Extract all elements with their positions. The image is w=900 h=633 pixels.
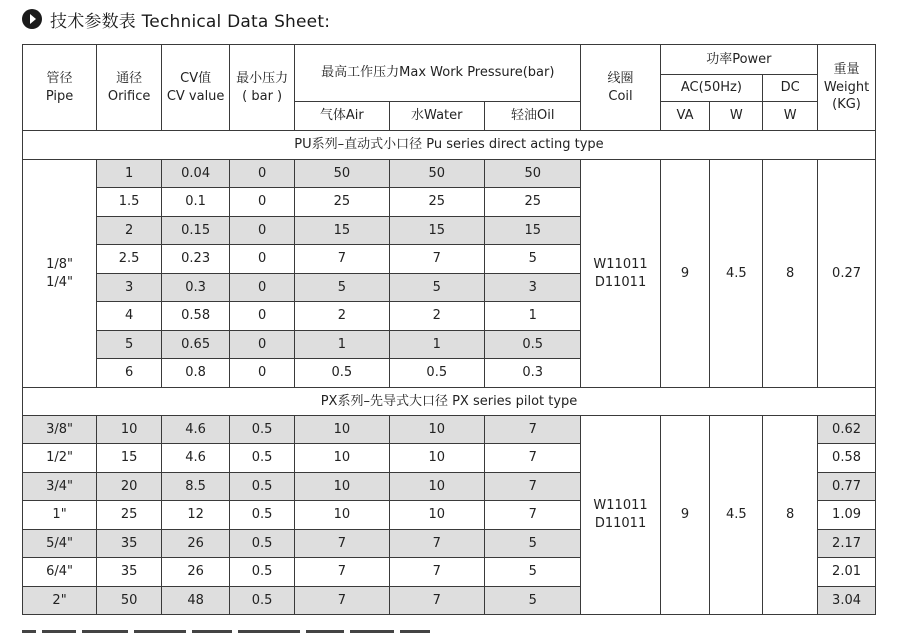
px-orifice: 25 <box>97 501 162 530</box>
pu-cv: 0.65 <box>162 331 230 359</box>
pu-water: 5 <box>389 274 484 302</box>
pu-water: 50 <box>389 160 484 188</box>
pu-air: 2 <box>295 302 389 331</box>
px-pipe: 2" <box>23 587 97 615</box>
pu-min: 0 <box>230 217 295 245</box>
pu-cv: 0.1 <box>162 188 230 217</box>
pu-oil: 50 <box>484 160 580 188</box>
px-coil-cell <box>581 416 660 615</box>
pu-cv: 0.15 <box>162 217 230 245</box>
pu-air: 5 <box>295 274 389 302</box>
pu-water: 25 <box>389 188 484 217</box>
pu-pipe-cell <box>23 160 97 388</box>
pu-coil-cell <box>581 160 660 388</box>
pu-oil: 25 <box>484 188 580 217</box>
pu-oil: 3 <box>484 274 580 302</box>
pu-air: 50 <box>295 160 389 188</box>
px-air: 7 <box>295 587 389 615</box>
px-cv: 12 <box>162 501 230 530</box>
px-pipe: 5/4" <box>23 530 97 558</box>
header-pipe-en: Pipe <box>45 88 74 104</box>
header-ac: AC(50Hz) <box>660 75 763 102</box>
px-va: 9 <box>660 416 710 615</box>
px-oil: 5 <box>484 587 580 615</box>
pu-min: 0 <box>230 274 295 302</box>
px-pipe: 1/2" <box>23 444 97 473</box>
px-w-ac: 4.5 <box>710 416 763 615</box>
pu-row <box>23 160 876 188</box>
pu-water: 2 <box>389 302 484 331</box>
header-va: VA <box>660 102 710 131</box>
pu-air: 15 <box>295 217 389 245</box>
px-air: 7 <box>295 558 389 587</box>
header-dc: DC <box>763 75 818 102</box>
px-oil: 7 <box>484 416 580 444</box>
header-max-pressure: 最高工作压力Max Work Pressure(bar) <box>295 45 581 102</box>
px-water: 10 <box>389 416 484 444</box>
header-cv-en: CV value <box>166 88 225 104</box>
pu-orifice: 1.5 <box>97 188 162 217</box>
pu-min: 0 <box>230 188 295 217</box>
px-coil-2: D11011 <box>594 516 647 531</box>
px-pipe: 3/8" <box>23 416 97 444</box>
px-weight: 0.62 <box>818 416 876 444</box>
pu-orifice: 6 <box>97 359 162 388</box>
px-oil: 7 <box>484 444 580 473</box>
pu-coil-2: D11011 <box>594 274 647 290</box>
pu-weight: 0.27 <box>818 160 876 388</box>
pu-oil: 1 <box>484 302 580 331</box>
px-water: 7 <box>389 558 484 587</box>
px-air: 10 <box>295 473 389 501</box>
pu-coil-1: W11011 <box>593 256 648 272</box>
pu-min: 0 <box>230 331 295 359</box>
px-weight: 0.58 <box>818 444 876 473</box>
pu-section-title: PU系列–直动式小口径 Pu series direct acting type <box>23 131 876 160</box>
pu-cv: 0.58 <box>162 302 230 331</box>
pu-cv: 0.3 <box>162 274 230 302</box>
px-cv: 4.6 <box>162 416 230 444</box>
px-cv: 4.6 <box>162 444 230 473</box>
header-cv <box>162 45 230 131</box>
header-min-pressure-unit: ( bar ) <box>242 88 283 104</box>
px-cv: 48 <box>162 587 230 615</box>
pu-cv: 0.04 <box>162 160 230 188</box>
header-cv-cn: CV值 <box>180 70 212 86</box>
px-oil: 5 <box>484 558 580 587</box>
play-circle-icon <box>22 9 42 29</box>
header-water: 水Water <box>389 102 484 131</box>
pu-water: 7 <box>389 245 484 274</box>
px-pipe: 3/4" <box>23 473 97 501</box>
px-air: 7 <box>295 530 389 558</box>
px-water: 10 <box>389 473 484 501</box>
pu-orifice: 2.5 <box>97 245 162 274</box>
pu-orifice: 3 <box>97 274 162 302</box>
px-min: 0.5 <box>230 473 295 501</box>
px-orifice: 50 <box>97 587 162 615</box>
px-orifice: 35 <box>97 558 162 587</box>
pu-w-dc: 8 <box>763 160 818 388</box>
px-coil-1: W11011 <box>593 498 648 514</box>
pu-oil: 5 <box>484 245 580 274</box>
px-water: 7 <box>389 587 484 615</box>
pu-water: 0.5 <box>389 359 484 388</box>
header-coil <box>581 45 660 131</box>
pu-orifice: 5 <box>97 331 162 359</box>
px-air: 10 <box>295 444 389 473</box>
header-air: 气体Air <box>295 102 389 131</box>
header-w-dc: W <box>763 102 818 131</box>
pu-oil: 0.5 <box>484 331 580 359</box>
pu-pipe-2: 1/4" <box>46 274 74 290</box>
px-min: 0.5 <box>230 501 295 530</box>
px-orifice: 35 <box>97 530 162 558</box>
px-air: 10 <box>295 416 389 444</box>
px-weight: 2.17 <box>818 530 876 558</box>
pu-pipe-1: 1/8" <box>46 256 74 272</box>
px-min: 0.5 <box>230 416 295 444</box>
px-oil: 7 <box>484 501 580 530</box>
cropped-footnote <box>22 626 882 633</box>
header-weight-unit: (KG) <box>832 97 861 113</box>
pu-oil: 0.3 <box>484 359 580 388</box>
header-pipe <box>23 45 97 131</box>
header-min-pressure-cn: 最小压力 <box>236 70 289 86</box>
header-weight-cn: 重量 <box>833 62 860 78</box>
header-orifice <box>97 45 162 131</box>
pu-air: 7 <box>295 245 389 274</box>
header-coil-en: Coil <box>608 88 633 104</box>
px-oil: 7 <box>484 473 580 501</box>
pu-min: 0 <box>230 302 295 331</box>
header-coil-cn: 线圈 <box>607 70 634 86</box>
pu-va: 9 <box>660 160 710 388</box>
px-weight: 2.01 <box>818 558 876 587</box>
pu-min: 0 <box>230 160 295 188</box>
px-pipe: 6/4" <box>23 558 97 587</box>
pu-min: 0 <box>230 245 295 274</box>
px-air: 10 <box>295 501 389 530</box>
px-weight: 0.77 <box>818 473 876 501</box>
px-section-title: PX系列–先导式大口径 PX series pilot type <box>23 388 876 416</box>
header-min-pressure <box>230 45 295 131</box>
px-oil: 5 <box>484 530 580 558</box>
px-w-dc: 8 <box>763 416 818 615</box>
pu-water: 1 <box>389 331 484 359</box>
pu-air: 1 <box>295 331 389 359</box>
sheet-title-text: 技术参数表 Technical Data Sheet: <box>50 11 331 32</box>
header-weight <box>818 45 876 131</box>
px-orifice: 15 <box>97 444 162 473</box>
header-orifice-en: Orifice <box>107 88 151 104</box>
px-pipe: 1" <box>23 501 97 530</box>
pu-air: 0.5 <box>295 359 389 388</box>
px-min: 0.5 <box>230 558 295 587</box>
pu-w-ac: 4.5 <box>710 160 763 388</box>
px-water: 10 <box>389 444 484 473</box>
px-cv: 26 <box>162 558 230 587</box>
header-w-ac: W <box>710 102 763 131</box>
px-cv: 8.5 <box>162 473 230 501</box>
px-cv: 26 <box>162 530 230 558</box>
px-weight: 3.04 <box>818 587 876 615</box>
header-oil: 轻油Oil <box>484 102 580 131</box>
px-orifice: 20 <box>97 473 162 501</box>
px-water: 10 <box>389 501 484 530</box>
px-min: 0.5 <box>230 530 295 558</box>
pu-cv: 0.23 <box>162 245 230 274</box>
px-weight: 1.09 <box>818 501 876 530</box>
pu-orifice: 1 <box>97 160 162 188</box>
pu-orifice: 4 <box>97 302 162 331</box>
header-pipe-cn: 管径 <box>46 70 73 86</box>
px-min: 0.5 <box>230 444 295 473</box>
pu-air: 25 <box>295 188 389 217</box>
px-min: 0.5 <box>230 587 295 615</box>
header-orifice-cn: 通径 <box>116 70 143 86</box>
technical-data-table <box>22 44 876 615</box>
pu-water: 15 <box>389 217 484 245</box>
px-water: 7 <box>389 530 484 558</box>
px-orifice: 10 <box>97 416 162 444</box>
pu-min: 0 <box>230 359 295 388</box>
header-weight-en: Weight <box>823 79 870 95</box>
pu-orifice: 2 <box>97 217 162 245</box>
px-row <box>23 416 876 444</box>
sheet-title <box>22 6 330 32</box>
header-power: 功率Power <box>660 45 817 75</box>
pu-cv: 0.8 <box>162 359 230 388</box>
pu-oil: 15 <box>484 217 580 245</box>
